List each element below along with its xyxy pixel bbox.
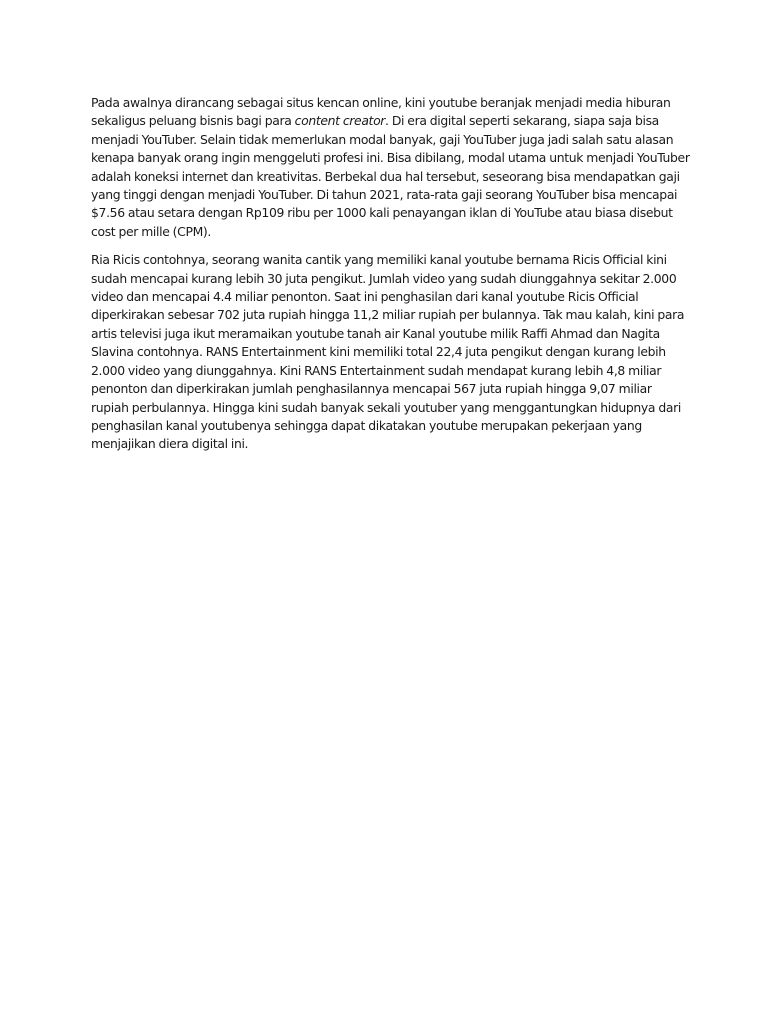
document-body	[91, 94, 691, 464]
paragraph-1-text-start: Pada awalnya dirancang sebagai situs kencan online, kini youtube beranjak menjadi media hiburan sekaligus peluang bisnis bagi para	[91, 95, 671, 129]
paragraph-1-italic-term: content creator	[294, 113, 386, 129]
paragraph-2: Ria Ricis contohnya, seorang wanita cantik yang memiliki kanal youtube bernama Ricis Official kini sudah mencapai kurang lebih 30 juta pengikut. Jumlah video yang sudah diunggahnya sekitar 2.000 video dan mencapai 4.4 miliar penonton. Saat ini penghasilan dari kanal youtube Ricis Official diperkirakan sebesar 702 juta rupiah hingga 11,2 miliar rupiah per bulannya. Tak mau kalah, kini para artis televisi juga ikut meramaikan youtube tanah air Kanal youtube milik Raffi Ahmad dan Nagita Slavina contohnya. RANS Entertainment kini memiliki total 22,4 juta pengikut dengan kurang lebih 2.000 video yang diunggahnya. Kini RANS Entertainment sudah mendapat kurang lebih 4,8 miliar penonton dan diperkirakan jumlah penghasilannya mencapai 567 juta rupiah hingga 9,07 miliar rupiah perbulannya. Hingga kini sudah banyak sekali youtuber yang menggantungkan hidupnya dari penghasilan kanal youtubenya sehingga dapat dikatakan youtube merupakan pekerjaan yang menjajikan diera digital ini.	[91, 252, 685, 452]
paragraph-1-text-end: . Di era digital seperti sekarang, siapa saja bisa menjadi YouTuber. Selain tidak memerlukan modal banyak, gaji YouTuber juga jadi salah satu alasan kenapa banyak orang ingin menggeluti profesi ini. Bisa dibilang, modal utama untuk menjadi YouTuber adalah koneksi internet dan kreativitas. Berbekal dua hal tersebut, seseorang bisa mendapatkan gaji yang tinggi dengan menjadi YouTuber. Di tahun 2021, rata-rata gaji seorang YouTuber bisa mencapai $7.56 atau setara dengan Rp109 ribu per 1000 kali penayangan iklan di YouTube atau biasa disebut cost per mille (CPM).	[91, 113, 690, 239]
paragraph-1	[91, 94, 691, 241]
